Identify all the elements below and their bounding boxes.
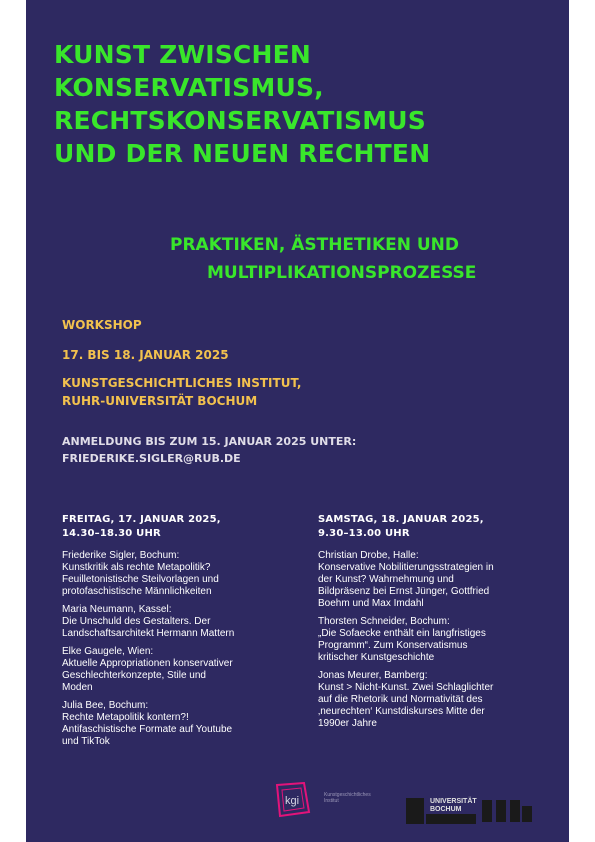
subtitle-line: PRAKTIKEN, ÄSTHETIKEN UND bbox=[170, 235, 460, 255]
talk-speaker: Thorsten Schneider, Bochum: bbox=[318, 616, 450, 627]
day-time: 9.30–13.00 UHR bbox=[318, 528, 410, 539]
talk-title: ‚neurechten‘ Kunstdiskurses Mitte der bbox=[318, 706, 485, 717]
talk-item bbox=[62, 700, 294, 748]
talk-title: kritischer Kunstgeschichte bbox=[318, 652, 435, 663]
subtitle-line: MULTIPLIKATIONSPROZESSE bbox=[207, 263, 477, 283]
talk-title: „Die Sofaecke enthält ein langfristiges bbox=[318, 628, 486, 639]
title-line: RECHTSKONSERVATISMUS bbox=[54, 106, 427, 135]
rub-logo-text bbox=[430, 798, 477, 814]
talk-title: der Kunst? Wahrnehmung und bbox=[318, 574, 454, 585]
title-line: KUNST ZWISCHEN bbox=[54, 40, 311, 69]
talk-title: auf die Rhetorik und Normativität des bbox=[318, 694, 483, 705]
talk-title: Feuilletonistische Steilvorlagen und bbox=[62, 574, 219, 585]
day-date: SAMSTAG, 18. JANUAR 2025, bbox=[318, 514, 484, 525]
day-column-saturday bbox=[318, 513, 550, 736]
talk-title: Geschlechterkonzepte, Stile und bbox=[62, 670, 206, 681]
kgi-logo-icon bbox=[274, 782, 312, 818]
talk-item bbox=[318, 616, 550, 664]
registration-email[interactable]: FRIEDERIKE.SIGLER@RUB.DE bbox=[62, 452, 241, 465]
talk-item bbox=[62, 646, 294, 694]
event-venue: KUNSTGESCHICHTLICHES INSTITUT, bbox=[62, 376, 302, 390]
rub-logo-line: BOCHUM bbox=[430, 806, 462, 813]
talk-title: Kunst > Nicht-Kunst. Zwei Schlaglichter bbox=[318, 682, 494, 693]
event-type: WORKSHOP bbox=[62, 318, 142, 332]
day-heading bbox=[62, 513, 294, 541]
talk-title: und TikTok bbox=[62, 736, 110, 747]
talk-speaker: Jonas Meurer, Bamberg: bbox=[318, 670, 428, 681]
kgi-logo-text bbox=[324, 792, 384, 804]
talk-title: Moden bbox=[62, 682, 93, 693]
registration-text: ANMELDUNG BIS ZUM 15. JANUAR 2025 UNTER: bbox=[62, 435, 357, 448]
talk-speaker: Christian Drobe, Halle: bbox=[318, 550, 419, 561]
talk-speaker: Maria Neumann, Kassel: bbox=[62, 604, 172, 615]
title-line: UND DER NEUEN RECHTEN bbox=[54, 139, 431, 168]
talk-speaker: Elke Gaugele, Wien: bbox=[62, 646, 154, 657]
poster bbox=[26, 0, 569, 842]
talk-item bbox=[62, 550, 294, 598]
kgi-logo-mark: kgi bbox=[285, 795, 300, 807]
registration bbox=[62, 433, 356, 467]
talk-title: Antifaschistische Formate auf Youtube bbox=[62, 724, 233, 735]
talk-title: Bildpräsenz bei Ernst Jünger, Gottfried bbox=[318, 586, 490, 597]
talk-title: Programm“. Zum Konservatismus bbox=[318, 640, 468, 651]
kgi-logo-line: Institut bbox=[324, 798, 339, 804]
talk-title: Die Unschuld des Gestalters. Der bbox=[62, 616, 211, 627]
event-venue: RUHR-UNIVERSITÄT BOCHUM bbox=[62, 394, 258, 408]
talk-title: Landschaftsarchitekt Hermann Mattern bbox=[62, 628, 235, 639]
day-date: FREITAG, 17. JANUAR 2025, bbox=[62, 514, 221, 525]
talk-item bbox=[62, 604, 294, 640]
talk-speaker: Friederike Sigler, Bochum: bbox=[62, 550, 180, 561]
talk-item bbox=[318, 550, 550, 610]
talk-item bbox=[318, 670, 550, 730]
logo-bar bbox=[26, 770, 569, 830]
talk-speaker: Julia Bee, Bochum: bbox=[62, 700, 149, 711]
day-column-friday bbox=[62, 513, 294, 754]
talk-title: Konservative Nobilitierungsstrategien in bbox=[318, 562, 494, 573]
title-line: KONSERVATISMUS, bbox=[54, 73, 324, 102]
talk-title: 1990er Jahre bbox=[318, 718, 377, 729]
day-time: 14.30–18.30 UHR bbox=[62, 528, 161, 539]
title bbox=[54, 38, 554, 170]
talk-title: Boehm und Max Imdahl bbox=[318, 598, 424, 609]
talk-title: Rechte Metapolitik kontern?! bbox=[62, 712, 189, 723]
day-heading bbox=[318, 513, 550, 541]
talk-title: Kunstkritik als rechte Metapolitik? bbox=[62, 562, 211, 573]
event-dates: 17. BIS 18. JANUAR 2025 bbox=[62, 348, 229, 362]
rub-logo-line: UNIVERSITÄT bbox=[430, 798, 477, 805]
talk-title: protofaschistische Männlichkeiten bbox=[62, 586, 212, 597]
talk-title: Aktuelle Appropriationen konservativer bbox=[62, 658, 233, 669]
kgi-logo-line: Kunstgeschichtliches bbox=[324, 792, 371, 798]
